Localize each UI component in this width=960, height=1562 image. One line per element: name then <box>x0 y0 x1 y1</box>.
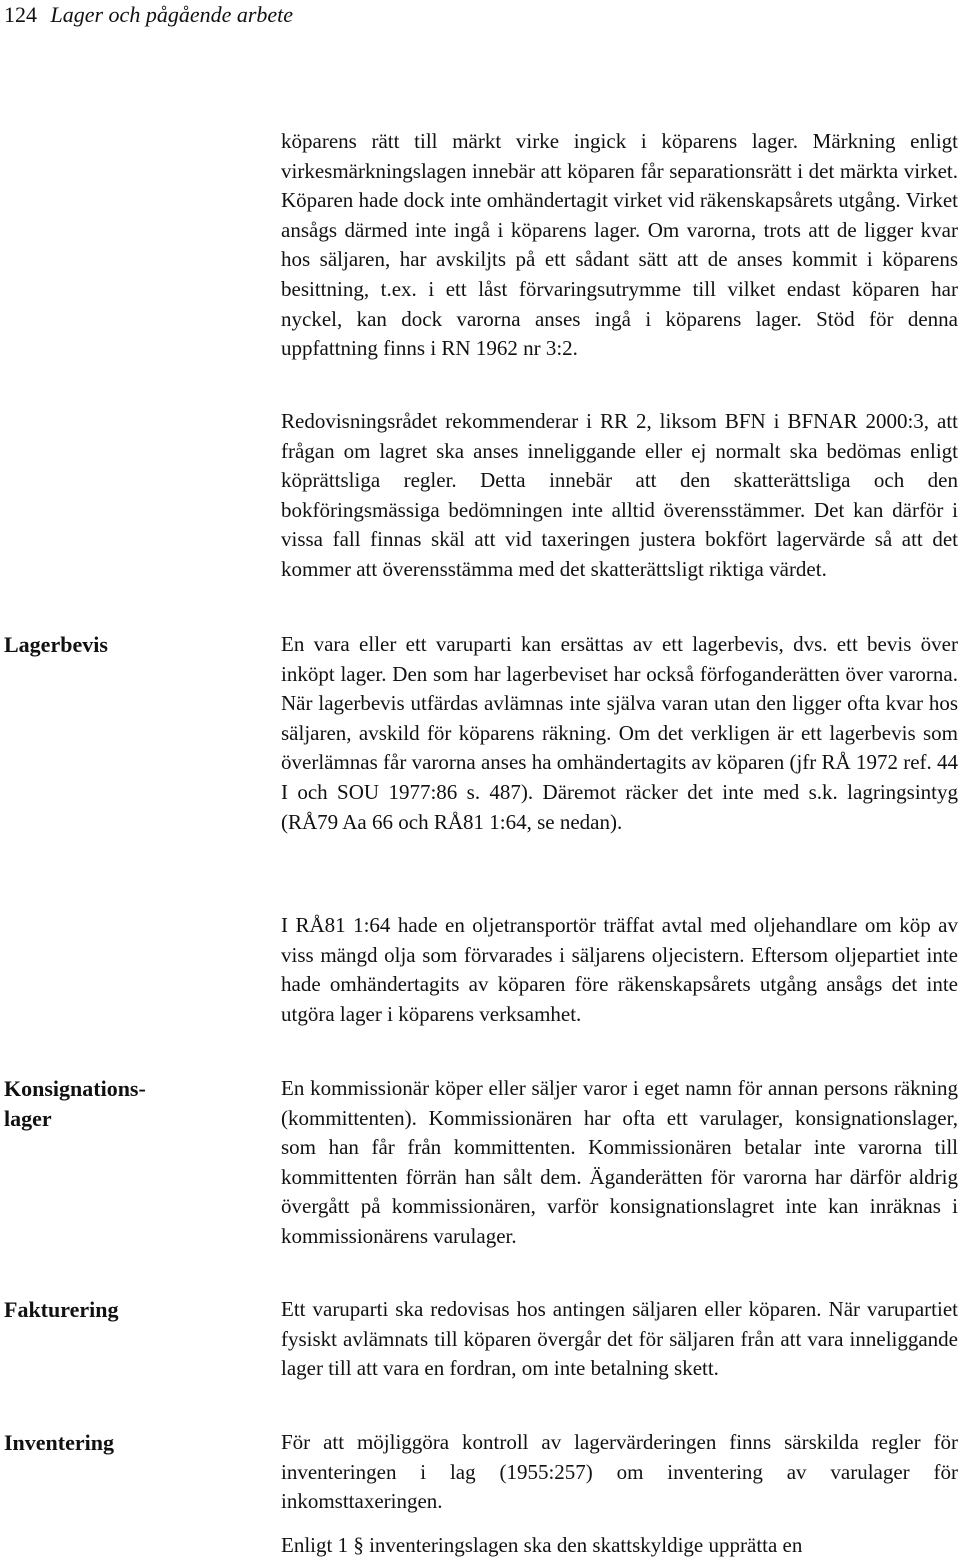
chapter-title: Lager och pågående arbete <box>50 2 294 27</box>
paragraph-konsignationslager: En kommissionär köper eller säljer varor i eget namn för annan persons räkning (kommittenten). Kommissionären har ofta ett varulager, konsignationslager, som han får från kommittenten. Kommissionären betalar inte varorna till kommittenten förrän han sålt dem. Äganderätten för varorna har därför aldrig övergått på kommissionären, varför konsignationslagret inte kan inräknas i kommissionärens varulager. <box>281 1076 958 1248</box>
margin-heading-fakturering: Fakturering <box>4 1297 119 1322</box>
margin-heading-konsignation-line2: lager <box>4 1105 52 1131</box>
paragraph-lagerbevis: En vara eller ett varuparti kan ersättas av ett lagerbevis, dvs. ett bevis över inköpt lager. Den som har lagerbeviset har också förfoganderätten över varorna. När lagerbevis utfärdas avlämnas inte själva varan utan den ligger ofta kvar hos säljaren, avskild för köparens räkning. Om det verkligen är ett lagerbevis som överlämnas får varorna anses ha omhändertagits av köparen (jfr RÅ 1972 ref. 44 I och SOU 1977:86 s. 487). Däremot räcker det inte med s.k. lagringsintyg (RÅ79 Aa 66 och RÅ81 1:64, se nedan). <box>281 632 959 834</box>
paragraph-inventeringslagen: Enligt 1 § inventeringslagen ska den skattskyldige upprätta en <box>281 1533 803 1557</box>
paragraph-virke-lager: köparens rätt till märkt virke ingick i köparens lager. Märkning enligt virkesmärkningslagen innebär att köparen får separationsrätt i det märkta virket. Köparen hade dock inte omhändertagit virket vid räkenskapsårets utgång. Virket ansågs därmed inte ingå i köparens lager. Om varorna, trots att de ligger kvar hos säljaren, har avskiljts på ett sådant sätt att de anses kommit i köparens besittning, t.ex. i ett låst förvaringsutrymme till vilket endast köparen har nyckel, kan dock varorna anses ingå i köparens lager. Stöd för denna uppfattning finns i RN 1962 nr 3:2. <box>281 129 958 361</box>
margin-heading-konsignation-line1: Konsignations- <box>4 1076 146 1101</box>
paragraph-inventering: För att möjliggöra kontroll av lagervärderingen finns särskilda regler för inventeringen i lag (1955:257) om inventering av varulager för inkomsttaxeringen. <box>281 1430 958 1514</box>
margin-heading-inventering: Inventering <box>4 1430 114 1455</box>
margin-heading-konsignationslager <box>4 1074 204 1133</box>
page-header <box>4 0 293 30</box>
page-number: 124 <box>4 2 37 27</box>
paragraph-redovisningsradet: Redovisningsrådet rekommenderar i RR 2, liksom BFN i BFNAR 2000:3, att frågan om lagret ska anses inneliggande eller ej normalt ska bedömas enligt köprättsliga regler. Detta innebär att den skatterättsliga och den bokföringsmässiga bedömningen inte alltid överensstämmer. Det kan därför i vissa fall finnas skäl att vid taxeringen justera bokfört lagervärde så att det kommer att överensstämma med det skatterättsligt riktiga värdet. <box>281 409 958 581</box>
paragraph-ra81-case: I RÅ81 1:64 hade en oljetransportör träffat avtal med oljehandlare om köp av viss mängd olja som förvarades i säljarens oljecistern. Eftersom oljepartiet inte hade omhändertagits av köparen före räkenskapsårets utgång ansågs det inte utgöra lager i köparens verksamhet. <box>281 913 958 1026</box>
margin-heading-lagerbevis: Lagerbevis <box>4 632 108 657</box>
paragraph-fakturering: Ett varuparti ska redovisas hos antingen säljaren eller köparen. När varupartiet fysiskt avlämnats till köparen övergår det för säljaren från att vara inneliggande lager till att vara en fordran, om inte betalning skett. <box>281 1297 958 1381</box>
